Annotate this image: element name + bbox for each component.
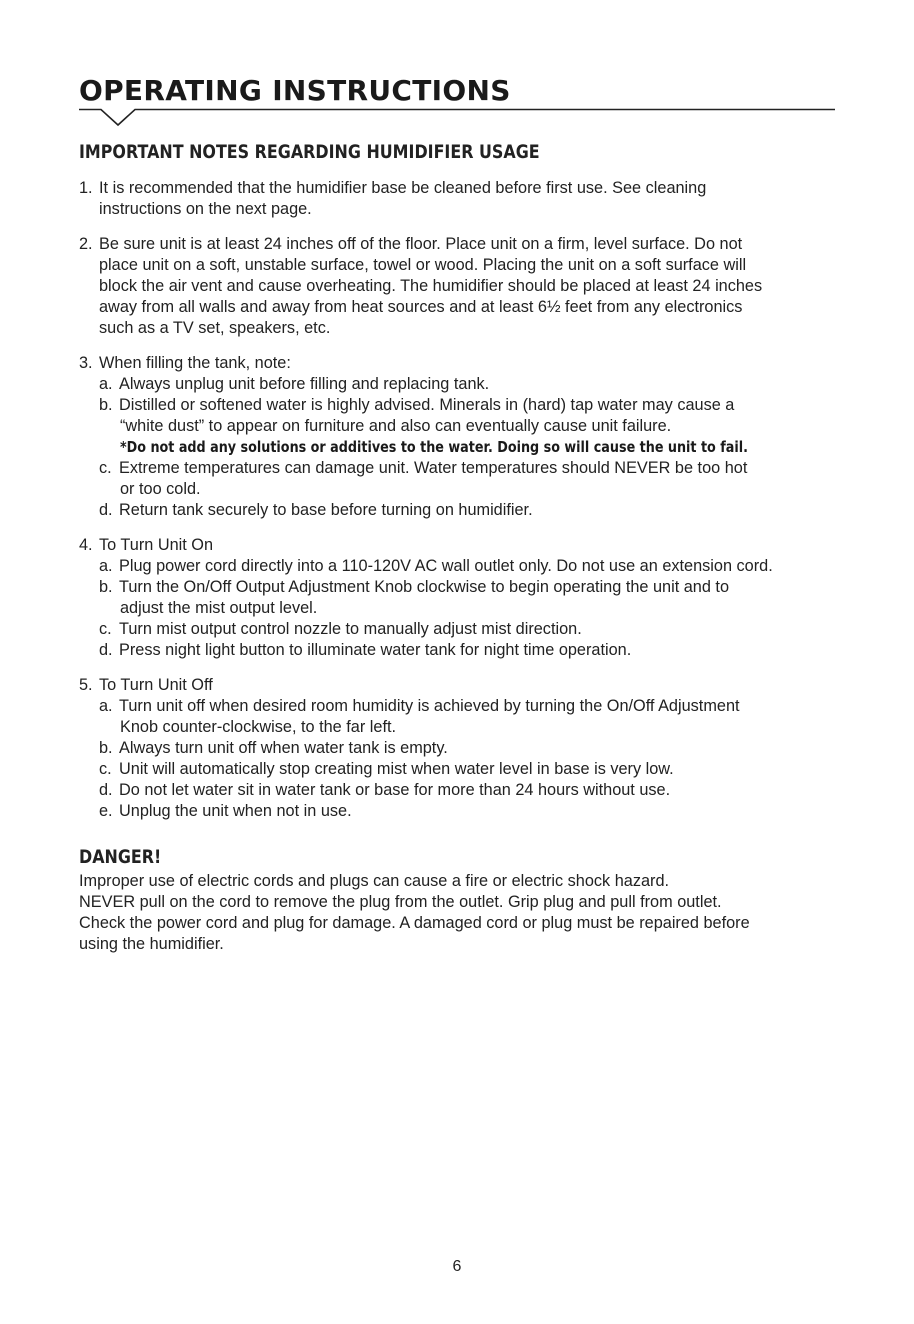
danger-line: NEVER pull on the cord to remove the plug from the outlet. Grip plug and pull from outlet. [79, 893, 722, 911]
sub-letter: c. [99, 459, 112, 477]
sub-item-text: Do not let water sit in water tank or base for more than 24 hours without use. [119, 781, 671, 799]
notes-list [79, 178, 839, 836]
sub-item-text: Knob counter-clockwise, to the far left. [120, 718, 397, 736]
item-text: When filling the tank, note: [99, 354, 291, 372]
sub-item-text: or too cold. [120, 480, 201, 498]
sub-letter: a. [99, 697, 113, 715]
sub-letter: b. [99, 739, 113, 757]
item-text: instructions on the next page. [99, 200, 312, 218]
item-text: away from all walls and away from heat sources and at least 6½ feet from any electronics [99, 298, 743, 316]
sub-letter: d. [99, 781, 113, 799]
warning-note: *Do not add any solutions or additives to the water. Doing so will cause the unit to fail. [120, 438, 749, 456]
item-text: It is recommended that the humidifier base be cleaned before first use. See cleaning [99, 179, 707, 197]
sub-item-text: “white dust” to appear on furniture and also can eventually cause unit failure. [120, 417, 672, 435]
sub-item-text: adjust the mist output level. [120, 599, 318, 617]
page-title: OPERATING INSTRUCTIONS [79, 74, 511, 107]
danger-text [79, 871, 750, 955]
item-text: block the air vent and cause overheating. The humidifier should be placed at least 24 inches [99, 277, 763, 295]
item-text: Be sure unit is at least 24 inches off of the floor. Place unit on a firm, level surface. Do not [99, 235, 743, 253]
section-heading: IMPORTANT NOTES REGARDING HUMIDIFIER USAGE [79, 142, 540, 163]
item-number: 3. [79, 354, 93, 372]
sub-item-text: Press night light button to illuminate water tank for night time operation. [119, 641, 632, 659]
item-text: such as a TV set, speakers, etc. [99, 319, 331, 337]
danger-line: Check the power cord and plug for damage. A damaged cord or plug must be repaired before [79, 914, 750, 932]
sub-item-text: Extreme temperatures can damage unit. Water temperatures should NEVER be too hot [119, 459, 748, 477]
item-text: To Turn Unit Off [99, 676, 213, 694]
list-item [79, 234, 839, 339]
sub-letter: d. [99, 641, 113, 659]
page-number: 6 [452, 1258, 462, 1275]
sub-item-text: Unplug the unit when not in use. [119, 802, 352, 820]
sub-item-text: Plug power cord directly into a 110-120V AC wall outlet only. Do not use an extension cord. [119, 557, 773, 575]
sub-letter: a. [99, 375, 113, 393]
sub-letter: c. [99, 760, 112, 778]
sub-item-text: Always unplug unit before filling and replacing tank. [119, 375, 490, 393]
sub-item-text: Turn unit off when desired room humidity is achieved by turning the On/Off Adjustment [119, 697, 740, 715]
sub-letter: d. [99, 501, 113, 519]
item-text: place unit on a soft, unstable surface, towel or wood. Placing the unit on a soft surface will [99, 256, 747, 274]
sub-item-text: Always turn unit off when water tank is empty. [119, 739, 448, 757]
sub-item-text: Turn mist output control nozzle to manually adjust mist direction. [119, 620, 582, 638]
list-item [79, 178, 839, 220]
sub-letter: b. [99, 578, 113, 596]
danger-line: using the humidifier. [79, 935, 224, 953]
sub-item-text: Turn the On/Off Output Adjustment Knob clockwise to begin operating the unit and to [119, 578, 730, 596]
item-number: 1. [79, 179, 93, 197]
item-number: 4. [79, 536, 93, 554]
item-number: 2. [79, 235, 93, 253]
danger-line: Improper use of electric cords and plugs can cause a fire or electric shock hazard. [79, 872, 670, 890]
item-text: To Turn Unit On [99, 536, 214, 554]
list-item [79, 535, 839, 661]
list-item [79, 353, 839, 521]
title-rule-divider [79, 107, 839, 131]
sub-item-text: Unit will automatically stop creating mist when water level in base is very low. [119, 760, 674, 778]
list-item [79, 675, 839, 822]
sub-letter: b. [99, 396, 113, 414]
sub-item-text: Return tank securely to base before turning on humidifier. [119, 501, 533, 519]
sub-letter: c. [99, 620, 112, 638]
danger-heading: DANGER! [79, 847, 162, 868]
item-number: 5. [79, 676, 93, 694]
sub-letter: a. [99, 557, 113, 575]
sub-item-text: Distilled or softened water is highly advised. Minerals in (hard) tap water may cause a [119, 396, 735, 414]
sub-letter: e. [99, 802, 113, 820]
